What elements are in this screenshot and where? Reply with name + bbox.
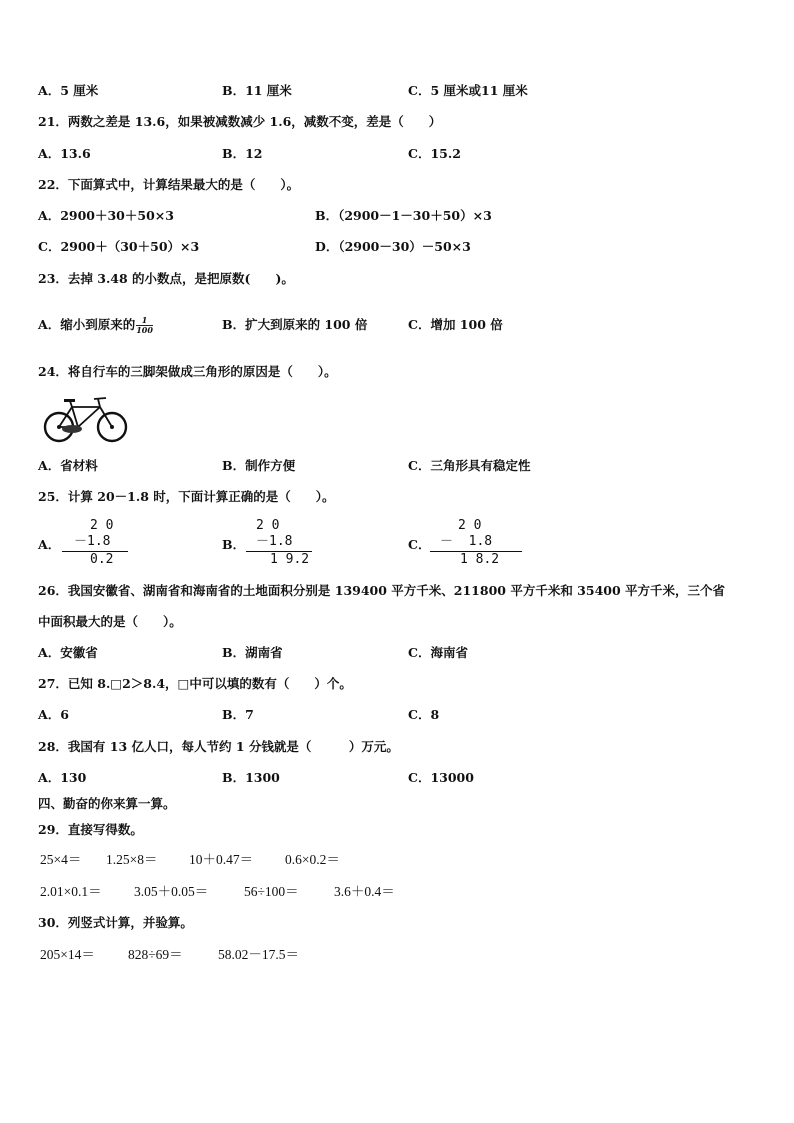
q25-option-c-vertical-calc [430,518,526,570]
vertical-row-2: － 1.8 [440,534,493,549]
q26-option-c: C．海南省 [408,645,468,660]
q26-option-b: B．湖南省 [222,645,283,660]
q28-option-a: A．130 [38,770,87,785]
fraction-denominator: 100 [136,325,153,335]
vertical-row-3: 1 9.2 [270,552,310,567]
q29-item: 10＋0.47＝ [189,852,254,867]
q27-option-a: A．6 [38,707,69,722]
q24-option-a: A．省材料 [38,458,98,473]
q26-stem-line1: 26．我国安徽省、湖南省和海南省的土地面积分别是 139400 平方千米、211800 平方千米和 35400 平方千米，三个省 [38,583,726,598]
q30-item: 205×14＝ [40,947,95,962]
q25-option-b-label: B． [222,537,246,552]
q20-option-a: A．5 厘米 [38,83,99,98]
q20-option-b: B．11 厘米 [222,83,292,98]
q25-option-c-label: C． [408,537,431,552]
q23-option-a-prefix: A．缩小到原来的 [38,317,136,332]
q21-option-a: A．13.6 [38,146,91,161]
q30-stem: 30．列竖式计算，并验算。 [38,915,193,930]
q22-option-c: C．2900＋（30＋50）×3 [38,239,200,254]
q30-item: 58.02－17.5＝ [218,947,299,962]
q22-option-d: D．（2900－30）－50×3 [315,239,471,254]
vertical-row-2: －1.8 [74,534,111,549]
fraction-numerator: 1 [136,316,153,326]
q22-stem: 22．下面算式中，计算结果最大的是（ ）。 [38,177,300,192]
q26-stem-line2: 中面积最大的是（ ）。 [38,614,182,629]
q24-stem: 24．将自行车的三脚架做成三角形的原因是（ ）。 [38,364,337,379]
q25-option-b-vertical-calc [246,518,316,570]
q27-option-c: C．8 [408,707,440,722]
q25-stem: 25．计算 20－1.8 时，下面计算正确的是（ ）。 [38,489,335,504]
vertical-row-3: 1 8.2 [460,552,500,567]
q29-item: 2.01×0.1＝ [40,884,102,899]
q25-option-a-vertical-calc [62,518,132,570]
q29-stem: 29．直接写得数。 [38,822,143,837]
vertical-row-1: 2 0 [90,518,114,533]
q24-option-b: B．制作方便 [222,458,296,473]
q28-stem: 28．我国有 13 亿人口，每人节约 1 分钱就是（ ）万元。 [38,739,399,754]
q29-item: 25×4＝ [40,852,82,867]
q23-option-c: C．增加 100 倍 [408,317,503,332]
q29-item: 3.05＋0.05＝ [134,884,209,899]
q21-option-b: B．12 [222,146,263,161]
q29-item: 0.6×0.2＝ [285,852,340,867]
vertical-row-1: 2 0 [256,518,280,533]
q27-option-b: B．7 [222,707,254,722]
q27-stem: 27．已知 8.□2＞8.4，□中可以填的数有（ ）个。 [38,676,352,691]
vertical-row-2: －1.8 [256,534,293,549]
q29-item: 1.25×8＝ [106,852,158,867]
q30-item: 828÷69＝ [128,947,183,962]
q28-option-b: B．1300 [222,770,280,785]
vertical-row-1: 2 0 [458,518,482,533]
q29-item: 3.6＋0.4＝ [334,884,395,899]
q20-option-c: C．5 厘米或11 厘米 [408,83,528,98]
q28-option-c: C．13000 [408,770,474,785]
fraction [136,316,153,335]
q21-option-c: C．15.2 [408,146,461,161]
vertical-row-3: 0.2 [90,552,114,567]
q21-stem: 21．两数之差是 13.6，如果被减数减少 1.6，减数不变，差是（ ） [38,114,442,129]
q23-stem: 23．去掉 3.48 的小数点，是把原数( )。 [38,271,294,286]
bicycle-icon [42,393,130,445]
section-4-heading: 四、勤奋的你来算一算。 [38,796,176,811]
q25-option-a-label: A． [38,537,61,552]
q23-option-a [38,316,153,335]
q24-option-c: C．三角形具有稳定性 [408,458,531,473]
q23-option-b: B．扩大到原来的 100 倍 [222,317,368,332]
q22-option-b: B．（2900－1－30＋50）×3 [315,208,492,223]
q26-option-a: A．安徽省 [38,645,98,660]
q29-item: 56÷100＝ [244,884,299,899]
q22-option-a: A．2900＋30＋50×3 [38,208,174,223]
